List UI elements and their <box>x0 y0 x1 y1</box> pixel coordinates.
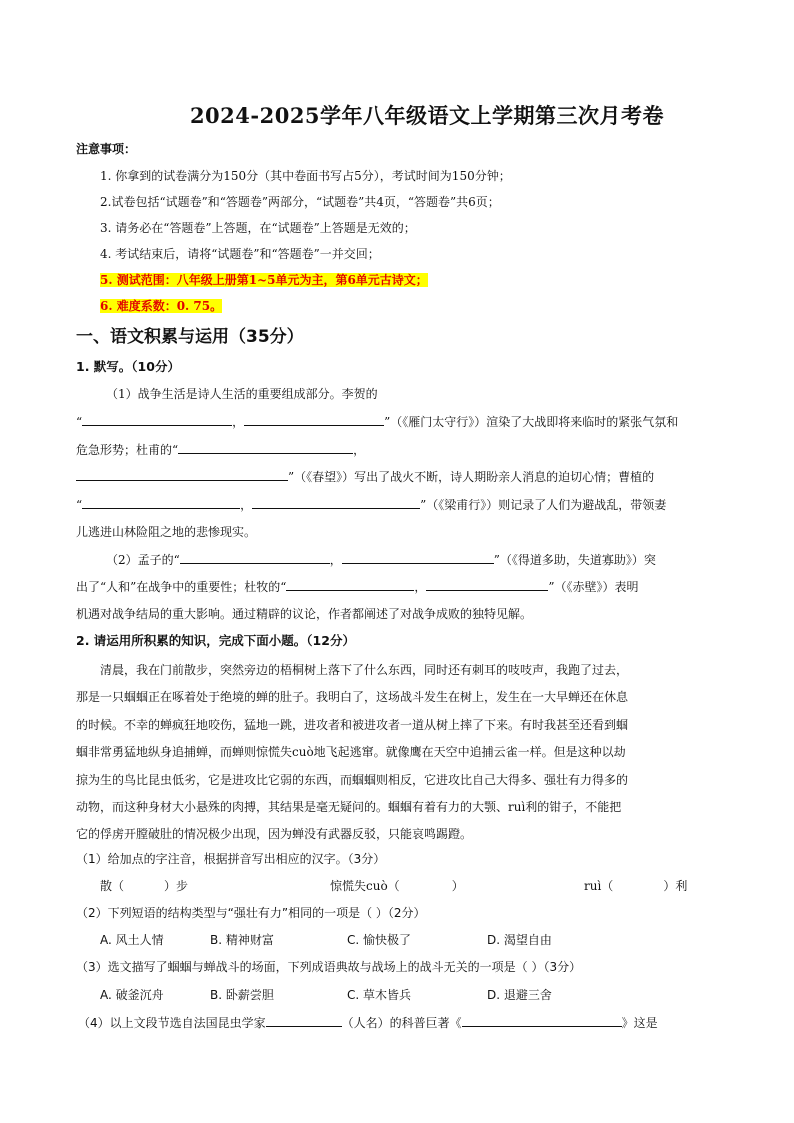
option[interactable]: C. 愉快极了 <box>347 933 412 947</box>
passage-line: 的时候。不幸的蝉疯狂地咬伤，猛地一跳，进攻者和被进攻者一道从树上摔了下来。有时我甚至还看到蝈 <box>76 718 629 732</box>
text: ”（《赤壁》）表明 <box>548 580 639 594</box>
q1-p2-line3: 机遇对战争结局的重大影响。通过精辟的议论，作者都阐述了对战争成败的独特见解。 <box>76 607 533 621</box>
blank-input[interactable] <box>286 578 414 591</box>
section-heading: 一、语文积累与运用（35分） <box>76 327 304 347</box>
notice-item-6-highlight: 6. 难度系数：0. 75。 <box>100 299 223 313</box>
passage-line: 那是一只蝈蝈正在啄着处于绝境的蝉的肚子。我明白了，这场战斗发生在树上，发生在一大早蝉还在休息 <box>76 690 629 704</box>
blank-input[interactable] <box>76 468 288 481</box>
q2-heading: 2. 请运用所积累的知识，完成下面小题。（12分） <box>76 633 355 648</box>
text: ， <box>329 553 342 567</box>
option[interactable]: B. 卧薪尝胆 <box>210 988 274 1002</box>
text: ”（《春望》）写出了战火不断，诗人期盼亲人消息的迫切心情；曹植的 <box>288 470 655 484</box>
blank-input[interactable] <box>342 551 494 564</box>
option[interactable]: D. 渴望自由 <box>487 933 552 947</box>
notice-item-1: 1. 你拿到的试卷满分为150分（其中卷面书写占5分），考试时间为150分钟； <box>100 169 511 183</box>
q2-s1-prompt: （1）给加点的字注音，根据拼音写出相应的汉字。（3分） <box>76 852 386 866</box>
page-title: 2024-2025学年八年级语文上学期第三次月考卷 <box>189 103 665 128</box>
option[interactable]: C. 草木皆兵 <box>347 988 412 1002</box>
blank-input[interactable] <box>462 1014 622 1027</box>
blank-input[interactable] <box>266 1014 342 1027</box>
notice-item-5-highlight: 5. 测试范围：八年级上册第1~5单元为主，第6单元古诗文； <box>100 273 428 287</box>
option[interactable]: A. 风土人情 <box>100 933 164 947</box>
text: 惊慌失cuò（ <box>330 879 400 893</box>
text: 危急形势；杜甫的“ <box>76 443 179 457</box>
passage-line: 清晨，我在门前散步，突然旁边的梧桐树上落下了什么东西，同时还有刺耳的吱吱声，我跑了过去， <box>100 663 629 677</box>
text: （人名）的科普巨著《 <box>341 1016 462 1030</box>
text: ）步 <box>164 879 189 893</box>
text: ”（《雁门太守行》）渲染了大战即将来临时的紧张气氛和 <box>384 415 679 429</box>
text: 出了“人和”在战争中的重要性；杜牧的“ <box>76 580 287 594</box>
q1-heading: 1. 默写。（10分） <box>76 359 180 374</box>
passage-line: 掠为生的鸟比昆虫低劣，它是进攻比它弱的东西，而蝈蝈则相反，它进攻比自己大得多、强壮有力得多的 <box>76 773 629 787</box>
text: ”（《梁甫行》）则记录了人们为避战乱，带领妻 <box>420 498 667 512</box>
exam-page: 2024-2025学年八年级语文上学期第三次月考卷 注意事项： 1. 你拿到的试卷满分为150分（其中卷面书写占5分），考试时间为150分钟； 2.试卷包括“试题卷”和“答题卷”两部分，“试题卷”共4页，“答题卷”共6页； 3. 请务必在“答题卷”上答题，在“试题卷”上答题是无效的； 4. 考试结束后，请将“试题卷”和“答题卷”一并交回； 5. 测试范围：八年级上册第1~5单元为主，第6单元古诗文； 6. 难度系数：0. 75。 一、语文积累与运用（35分） 1. 默写。（10分） （1）战争生活是诗人生活的重要组成部分。李贺的 “ ， ”（《雁门太守行》）渲染了大战即将来临时的紧张气氛和 危急形势；杜甫的“ ， ”（《春望》）写出了战火不断，诗人期盼亲人消息的迫切心情；曹植的 “ ， ”（《梁甫行》）则记录了人们为避战乱，带领妻 儿逃进山林险阻之地的悲惨现实。 （2）孟子的“ ， ”（《得道多助，失道寡助》）突 出了“人和”在战争中的重要性；杜牧的“ ， ”（《赤壁》）表明 机遇对战争结局的重大影响。通过精辟的议论，作者都阐述了对战争成败的独特见解。 2. 请运用所积累的知识，完成下面小题。（12分） 清晨，我在门前散步，突然旁边的梧桐树上落下了什么东西，同时还有刺耳的吱吱声，我跑了过去， 那是一只蝈蝈正在啄着处于绝境的蝉的肚子。我明白了，这场战斗发生在树上，发生在一大早蝉还在休息 的时候。不幸的蝉疯狂地咬伤，猛地一跳，进攻者和被进攻者一道从树上摔了下来。有时我甚至还看到蝈 蝈非常勇猛地纵身追捕蝉，而蝉则惊慌失cuò地飞起逃窜。就像鹰在天空中追捕云雀一样。但是这种以劫 掠为生的鸟比昆虫低劣，它是进攻比它弱的东西，而蝈蝈则相反，它进攻比自己大得多、强壮有力得多的 动物，而这种身材大小悬殊的肉搏，其结果是毫无疑问的。蝈蝈有着有力的大颚、ruì利的钳子，不能把 它的俘虏开膛破肚的情况极少出现，因为蝉没有武器反驳，只能哀鸣踢蹬。 （1）给加点的字注音，根据拼音写出相应的汉字。（3分） 散（ ）步 惊慌失cuò（ ） ruì（ ）利 （2）下列短语的结构类型与“强壮有力”相同的一项是（ ）（2分） A. 风土人情 B. 精神财富 C. 愉快极了 D. 渴望自由 （3）选文描写了蝈蝈与蝉战斗的场面，下列成语典故与战场上的战斗无关的一项是（ ）（3分） A. 破釜沉舟 B. 卧薪尝胆 C. 草木皆兵 D. 退避三舍 （4）以上文段节选自法国昆虫学家 （人名）的科普巨著《 》这是 <box>0 0 794 1123</box>
notice-item-3: 3. 请务必在“答题卷”上答题，在“试题卷”上答题是无效的； <box>100 221 416 235</box>
passage-line: 蝈非常勇猛地纵身追捕蝉，而蝉则惊慌失cuò地飞起逃窜。就像鹰在天空中追捕云雀一样。但是这种以劫 <box>76 745 626 759</box>
text: 》这是 <box>621 1016 658 1030</box>
text: ， <box>240 498 253 512</box>
option[interactable]: D. 退避三舍 <box>487 988 552 1002</box>
text: ， <box>353 443 366 457</box>
notice-item-2: 2.试卷包括“试题卷”和“答题卷”两部分，“试题卷”共4页，“答题卷”共6页； <box>100 195 500 209</box>
text: ）利 <box>663 879 688 893</box>
option[interactable]: A. 破釜沉舟 <box>100 988 164 1002</box>
blank-input[interactable] <box>426 578 548 591</box>
q2-s3-prompt: （3）选文描写了蝈蝈与蝉战斗的场面，下列成语典故与战场上的战斗无关的一项是（ ）（3分） <box>76 960 582 974</box>
text: （2）孟子的“ <box>106 553 180 567</box>
q1-p1-line6: 儿逃进山林险阻之地的悲惨现实。 <box>76 525 257 539</box>
q1-p1-line1: （1）战争生活是诗人生活的重要组成部分。李贺的 <box>106 387 378 401</box>
text: ） <box>451 879 464 893</box>
text: ， <box>232 415 245 429</box>
blank-input[interactable] <box>82 413 232 426</box>
text: （4）以上文段节选自法国昆虫学家 <box>78 1016 266 1030</box>
passage-line: 它的俘虏开膛破肚的情况极少出现，因为蝉没有武器反驳，只能哀鸣踢蹬。 <box>76 827 473 841</box>
text: ”（《得道多助，失道寡助》）突 <box>493 553 656 567</box>
blank-input[interactable] <box>252 496 420 509</box>
passage-line: 动物，而这种身材大小悬殊的肉搏，其结果是毫无疑问的。蝈蝈有着有力的大颚、ruì利的钳子，不能把 <box>76 800 622 814</box>
blank-input[interactable] <box>82 496 240 509</box>
text: ruì（ <box>584 879 614 893</box>
blank-input[interactable] <box>244 413 384 426</box>
option[interactable]: B. 精神财富 <box>210 933 274 947</box>
notice-item-4: 4. 考试结束后，请将“试题卷”和“答题卷”一并交回； <box>100 247 380 261</box>
notice-heading: 注意事项： <box>76 142 137 156</box>
q2-s2-prompt: （2）下列短语的结构类型与“强壮有力”相同的一项是（ ）（2分） <box>76 906 426 920</box>
blank-input[interactable] <box>180 551 330 564</box>
text: ， <box>414 580 427 594</box>
blank-input[interactable] <box>178 441 353 454</box>
text: 散（ <box>100 879 125 893</box>
